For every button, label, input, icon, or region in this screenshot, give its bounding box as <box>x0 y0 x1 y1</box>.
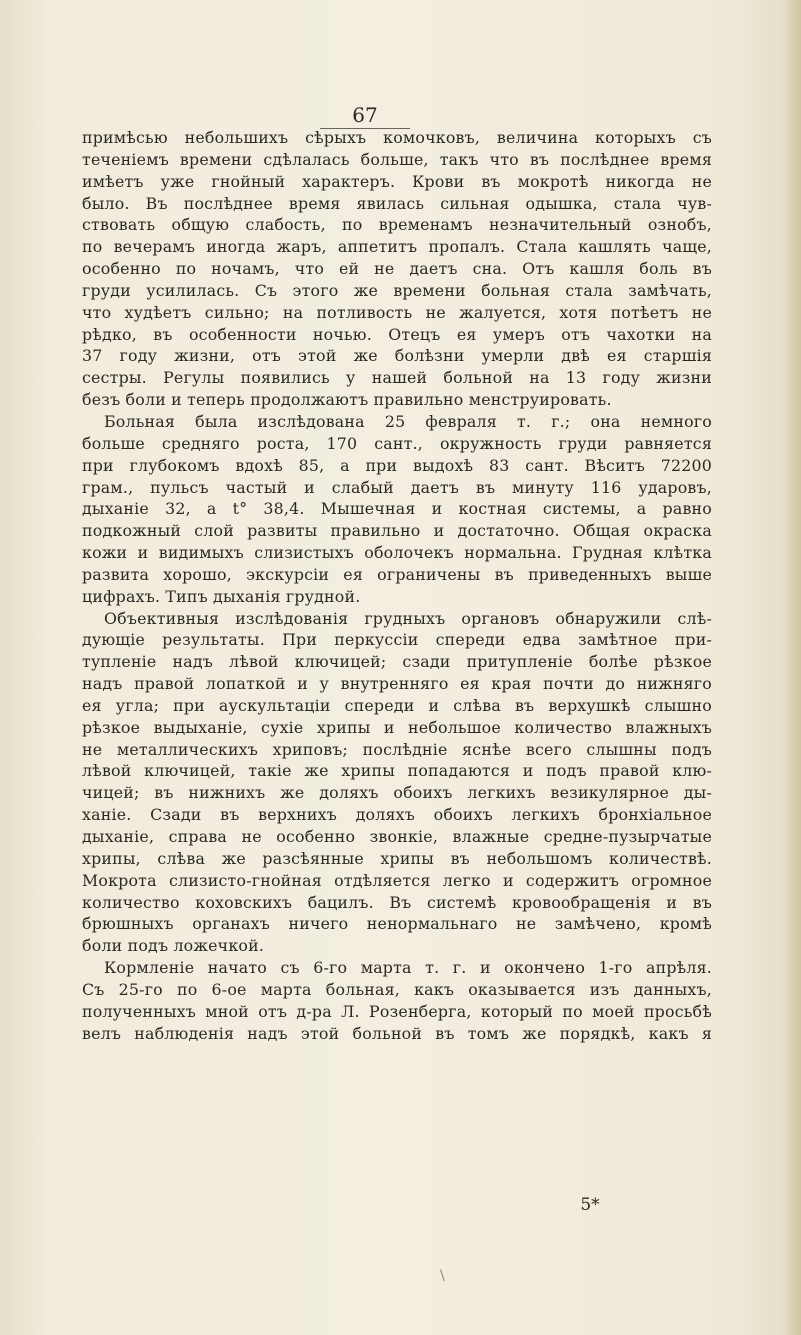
text-line: 37 году жизни, отъ этой же болѣзни умерли двѣ ея старшія <box>82 346 712 366</box>
text-line: цифрахъ. Типъ дыханія грудной. <box>82 586 361 606</box>
text-line: велъ наблюденія надъ этой больной въ томъ же порядкѣ, какъ я <box>82 1023 712 1043</box>
text-line: по вечерамъ иногда жаръ, аппетитъ пропалъ. Стала кашлять чаще, <box>82 237 712 257</box>
body-text <box>82 127 712 1044</box>
text-line: Съ 25-го по 6-ое марта больная, какъ оказывается изъ данныхъ, <box>82 979 712 999</box>
text-line: груди усилилась. Съ этого же времени больная стала замѣчать, <box>82 280 712 300</box>
page-edge-shadow <box>783 0 801 1335</box>
text-line: дыханіе 32, а t° 38,4. Мышечная и костная системы, а равно <box>82 499 712 519</box>
signature-mark: 5* <box>580 1195 600 1215</box>
text-line: грам., пульсъ частый и слабый даетъ въ минуту 116 ударовъ, <box>82 477 712 497</box>
text-line: хрипы, слѣва же разсѣянные хрипы въ небольшомъ количествѣ. <box>82 848 712 868</box>
text-line: сестры. Регулы появились у нашей больной на 13 году жизни <box>82 368 712 388</box>
text-line: брюшныхъ органахъ ничего ненормальнаго не замѣчено, кромѣ <box>82 914 712 934</box>
text-line: дыханіе, справа не особенно звонкіе, влажные средне-пузырчатые <box>82 827 712 846</box>
text-line: примѣсью небольшихъ сѣрыхъ комочковъ, величина которыхъ съ <box>82 128 712 147</box>
text-line: боли подъ ложечкой. <box>82 936 265 956</box>
text-line: больше средняго роста, 170 сант., окружность груди равняется <box>82 433 712 453</box>
text-line: ствовать общую слабость, по временамъ незначительный ознобъ, <box>82 215 712 235</box>
text-line: чицей; въ нижнихъ же доляхъ обоихъ легкихъ везикулярное ды- <box>82 783 712 803</box>
text-line: ея угла; при аускультаціи спереди и слѣва въ верхушкѣ слышно <box>82 695 712 715</box>
text-line: теченіемъ времени сдѣлалась больше, такъ что въ послѣднее время <box>82 149 712 169</box>
text-line: рѣзкое выдыханіе, сухіе хрипы и небольшое количество влажныхъ <box>82 717 712 737</box>
text-line: Объективныя изслѣдованія грудныхъ органовъ обнаружили слѣ- <box>104 608 712 628</box>
text-line: подкожный слой развиты правильно и достаточно. Общая окраска <box>82 521 712 541</box>
text-line: дующіе результаты. При перкуссіи спереди едва замѣтное при- <box>82 630 712 650</box>
text-line: Больная была изслѣдована 25 февраля т. г.; она немного <box>104 411 712 431</box>
text-line: было. Въ послѣднее время явилась сильная одышка, стала чув- <box>82 193 712 213</box>
text-line: Кормленіе начато съ 6-го марта т. г. и окончено 1-го апрѣля. <box>104 958 712 978</box>
text-line: Мокрота слизисто-гнойная отдѣляется легко и содержитъ огромное <box>82 870 712 890</box>
text-line: лѣвой ключицей, такіе же хрипы попадаются и подъ правой клю- <box>82 761 712 781</box>
stray-mark: \ <box>440 1268 445 1284</box>
text-line: что худѣетъ сильно; на потливость не жалуется, хотя потѣетъ не <box>82 302 712 322</box>
text-line: особенно по ночамъ, что ей не даетъ сна. Отъ кашля боль въ <box>82 259 712 279</box>
text-line: имѣетъ уже гнойный характеръ. Крови въ мокротѣ никогда не <box>82 171 712 191</box>
text-line: надъ правой лопаткой и у внутренняго ея края почти до нижняго <box>82 674 712 694</box>
page-number: 67 <box>320 102 410 129</box>
text-line: кожи и видимыхъ слизистыхъ оболочекъ нормальна. Грудная клѣтка <box>82 543 712 563</box>
text-line: безъ боли и теперь продолжаютъ правильно менструировать. <box>82 390 612 410</box>
text-line: рѣдко, въ особенности ночью. Отецъ ея умеръ отъ чахотки на <box>82 324 712 344</box>
text-line: не металлическихъ хриповъ; послѣдніе яснѣе всего слышны подъ <box>82 739 712 759</box>
text-line: тупленіе надъ лѣвой ключицей; сзади притупленіе болѣе рѣзкое <box>82 652 712 672</box>
text-line: при глубокомъ вдохѣ 85, а при выдохѣ 83 сант. Вѣситъ 72200 <box>82 455 712 475</box>
text-line: количество коховскихъ бацилъ. Въ системѣ кровообращенія и въ <box>82 892 712 912</box>
text-line: ханіе. Сзади въ верхнихъ доляхъ обоихъ легкихъ бронхіальное <box>82 805 712 825</box>
text-line: развита хорошо, экскурсіи ея ограничены въ приведенныхъ выше <box>82 564 712 584</box>
text-line: полученныхъ мной отъ д-ра Л. Розенберга, который по моей просьбѣ <box>82 1001 712 1021</box>
